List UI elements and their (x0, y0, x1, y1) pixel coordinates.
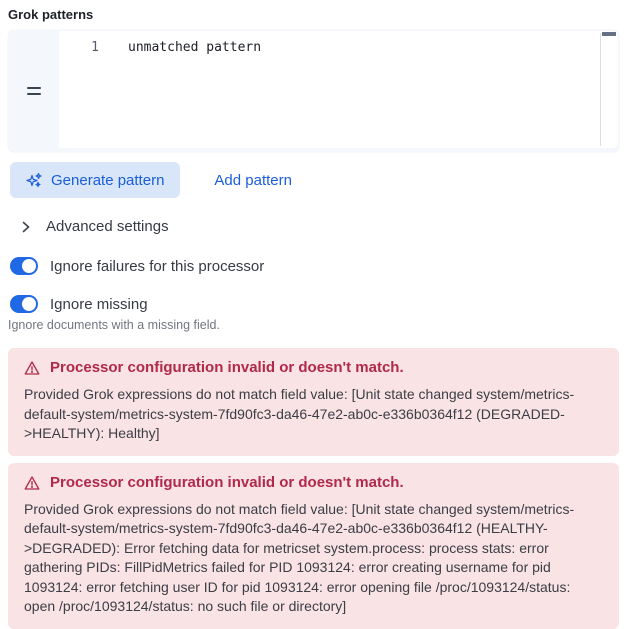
ignore-missing-row (10, 295, 631, 313)
advanced-settings-accordion[interactable] (18, 218, 169, 235)
warning-icon (24, 360, 40, 376)
toggle-knob (22, 259, 36, 273)
sparkles-icon (26, 172, 42, 188)
line-number: 1 (91, 40, 99, 55)
error-title: Processor configuration invalid or doesn't match. (50, 359, 404, 376)
pattern-code-editor[interactable] (59, 31, 618, 148)
grok-processor-form (0, 7, 631, 629)
pattern-text: unmatched pattern (128, 40, 262, 55)
editor-scrollbar-track (600, 33, 601, 146)
toggle-knob (22, 297, 36, 311)
ignore-failures-toggle[interactable] (10, 257, 38, 275)
error-title: Processor configuration invalid or doesn't match. (50, 473, 404, 491)
error-callout-1 (8, 348, 619, 456)
pattern-drag-handle[interactable] (8, 30, 59, 152)
grok-pattern-row (8, 30, 619, 152)
error-callout-title-row (24, 474, 603, 492)
ignore-missing-help-text: Ignore documents with a missing field. (8, 318, 220, 332)
grab-icon (27, 87, 41, 95)
editor-scrollbar-thumb[interactable] (602, 32, 616, 36)
advanced-settings-label: Advanced settings (46, 218, 169, 235)
error-callout-title-row (24, 359, 603, 377)
ignore-failures-row (10, 257, 631, 275)
ignore-missing-label: Ignore missing (50, 295, 148, 313)
error-callout-2 (8, 463, 619, 629)
chevron-right-icon (18, 219, 34, 235)
warning-icon (24, 475, 40, 491)
grok-patterns-label: Grok patterns (8, 7, 94, 22)
editor-line (59, 39, 618, 56)
error-message: Provided Grok expressions do not match field value: [Unit state changed system/metrics-default-system/metrics-system-7fd90fc3-da46-47e2-ab0c-e336b0364f12 (HEALTHY->DEGRADED): Error fetching data for metricset system.process: process stats: error gathering PIDs: FillPidMetrics failed for PID 1093124: error creating username for pid 1093124: error fetching user ID for pid 1093124: error opening file /proc/1093124/status: open /proc/1093124/status: no such file or directory] (24, 500, 575, 614)
add-pattern-button[interactable]: Add pattern (214, 171, 292, 189)
ignore-missing-toggle[interactable] (10, 295, 38, 313)
error-message: Provided Grok expressions do not match field value: [Unit state changed system/metrics-default-system/metrics-system-7fd90fc3-da46-47e2-ab0c-e336b0364f12 (DEGRADED->HEALTHY): Healthy] (24, 386, 575, 441)
generate-pattern-button[interactable] (10, 162, 180, 198)
pattern-actions-row (10, 162, 631, 198)
ignore-failures-label: Ignore failures for this processor (50, 257, 265, 275)
generate-pattern-label: Generate pattern (51, 171, 165, 189)
